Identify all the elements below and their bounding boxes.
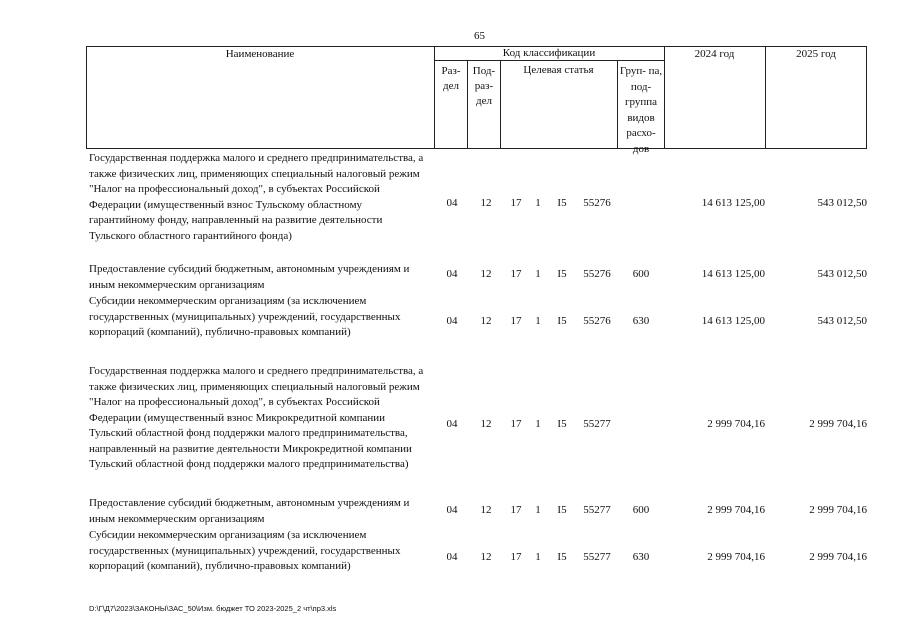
cell-v: 630: [632, 551, 650, 563]
cell-t2: 1: [535, 197, 541, 209]
cell-t3: I5: [557, 551, 567, 563]
cell-t3: I5: [557, 315, 567, 327]
cell-t2: 1: [535, 418, 541, 430]
cell-t2: 1: [535, 504, 541, 516]
row-name: Государственная поддержка малого и среднего предпринимательства, а также физических лиц, применяющих специальный налоговый режим "Налог на профессиональный доход", в субъектах Российской Федерации (имущественный взнос Тульскому областному гарантийному фонду, направленный на развитие деятельности Тульского областного гарантийного фонда): [89, 152, 424, 242]
header-expense: Груп- па, под- группа видов расхо- дов: [619, 65, 663, 155]
row-name: Государственная поддержка малого и среднего предпринимательства, а также физических лиц, применяющих специальный налоговый режим "Налог на профессиональный доход", в субъектах Российской Федерации (имущественный взнос Микрокредитной компании Тульский областной фонд поддержки малого предпринимательства, направленный на развитие деятельности Микрокредитной компании Тульский областной фонд поддержки малого предпринимательства): [89, 365, 424, 470]
header-target: Целевая статья: [523, 64, 594, 76]
header-name: Наименование: [225, 48, 295, 60]
cell-p: 12: [480, 418, 492, 430]
cell-t2: 1: [535, 268, 541, 280]
cell-t3: I5: [557, 197, 567, 209]
cell-v: 630: [632, 315, 650, 327]
row-name: Субсидии некоммерческим организациям (за исключением государственных (муниципальных) учреждений, государственных корпораций (компаний), публично-правовых компаний): [89, 529, 401, 572]
header-year-2025: 2025 год: [796, 48, 836, 60]
cell-t1: 17: [510, 551, 522, 563]
cell-t3: I5: [557, 268, 567, 280]
cell-t1: 17: [510, 418, 522, 430]
cell-t4: 55276: [583, 268, 611, 280]
cell-t4: 55277: [583, 418, 611, 430]
amount-2025: 543 012,50: [817, 197, 867, 209]
file-path: D:\Г\Д7\2023\ЗАКОНЫ\ЗАС_50\Изм. бюджет ТО 2023-2025_2 чт\пр3.xls: [89, 604, 337, 613]
header-code-group: Код классификации: [502, 47, 596, 59]
cell-t4: 55277: [583, 551, 611, 563]
cell-t4: 55276: [583, 197, 611, 209]
row-name: Предоставление субсидий бюджетным, автономным учреждениям и иным некоммерческим организациям: [89, 497, 410, 525]
cell-p: 12: [480, 551, 492, 563]
cell-v: 600: [632, 504, 650, 516]
cell-r: 04: [446, 551, 458, 563]
cell-p: 12: [480, 197, 492, 209]
cell-r: 04: [446, 504, 458, 516]
amount-2025: 2 999 704,16: [809, 551, 867, 563]
amount-2024: 2 999 704,16: [707, 418, 765, 430]
cell-t1: 17: [510, 268, 522, 280]
header-subsection: Под- раз- дел: [472, 65, 496, 107]
cell-p: 12: [480, 504, 492, 516]
amount-2025: 543 012,50: [817, 315, 867, 327]
cell-t4: 55276: [583, 315, 611, 327]
amount-2024: 14 613 125,00: [701, 197, 765, 209]
cell-r: 04: [446, 268, 458, 280]
row-name: Субсидии некоммерческим организациям (за исключением государственных (муниципальных) учреждений, государственных корпораций (компаний), публично-правовых компаний): [89, 295, 401, 338]
amount-2024: 2 999 704,16: [707, 504, 765, 516]
cell-t1: 17: [510, 504, 522, 516]
amount-2025: 543 012,50: [817, 268, 867, 280]
amount-2025: 2 999 704,16: [809, 418, 867, 430]
page-number: 65: [474, 30, 485, 42]
header-year-2024: 2024 год: [694, 48, 735, 60]
cell-t2: 1: [535, 551, 541, 563]
cell-t1: 17: [510, 197, 522, 209]
cell-r: 04: [446, 418, 458, 430]
cell-v: 600: [632, 268, 650, 280]
cell-p: 12: [480, 268, 492, 280]
amount-2024: 14 613 125,00: [701, 268, 765, 280]
header-section: Раз- дел: [441, 65, 461, 92]
cell-t3: I5: [557, 504, 567, 516]
cell-t4: 55277: [583, 504, 611, 516]
cell-t1: 17: [510, 315, 522, 327]
amount-2025: 2 999 704,16: [809, 504, 867, 516]
cell-r: 04: [446, 315, 458, 327]
cell-t2: 1: [535, 315, 541, 327]
amount-2024: 2 999 704,16: [707, 551, 765, 563]
cell-r: 04: [446, 197, 458, 209]
row-name: Предоставление субсидий бюджетным, автономным учреждениям и иным некоммерческим организациям: [89, 263, 410, 291]
cell-t3: I5: [557, 418, 567, 430]
cell-p: 12: [480, 315, 492, 327]
amount-2024: 14 613 125,00: [701, 315, 765, 327]
